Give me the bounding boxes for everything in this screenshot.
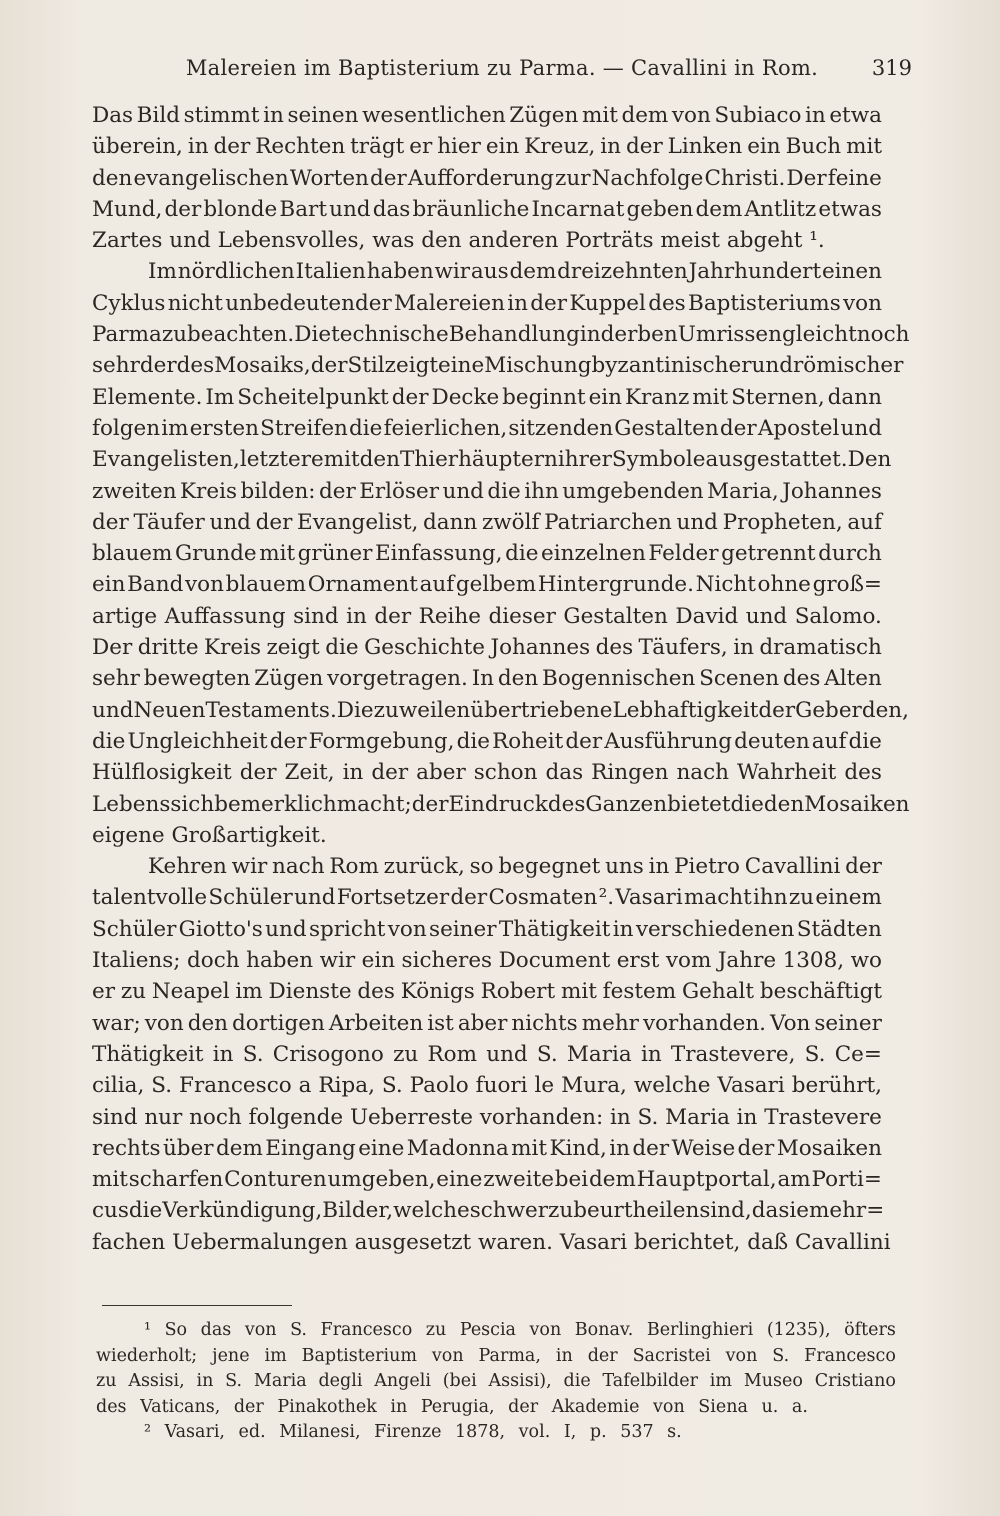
text-line: fachen Uebermalungen ausgesetzt waren. Vasari berichtet, daß Cavallini (92, 1229, 891, 1255)
text-line: Kehren wir nach Rom zurück, so begegnet uns in Pietro Cavallini der (148, 854, 882, 880)
text-line: und Neuen Testaments. Die zuweilen übertriebene Lebhaftigkeit der Geberden, (92, 697, 909, 723)
footnote-line: wiederholt; jene im Baptisterium von Parma, in der Sacristei von S. Francesco (96, 1345, 896, 1366)
text-line: cus die Verkündigung, Bilder, welche schwer zu beurtheilen sind, da sie mehr= (92, 1198, 885, 1224)
text-line: die Ungleichheit der Formgebung, die Roheit der Ausführung deuten auf die (92, 728, 882, 754)
text-line: Elemente. Im Scheitelpunkt der Decke beginnt ein Kranz mit Sternen, dann (92, 384, 882, 410)
text-line: Der dritte Kreis zeigt die Geschichte Johannes des Täufers, in dramatisch (92, 635, 882, 661)
text-line: talentvolle Schüler und Fortsetzer der Cosmaten ². Vasari macht ihn zu einem (92, 885, 882, 911)
text-line: Parma zu beachten. Die technische Behandlung in derben Umrissen gleicht noch (92, 322, 910, 348)
footnote-line: zu Assisi, in S. Maria degli Angeli (bei Assisi), die Tafelbilder im Museo Cristiano (96, 1371, 896, 1391)
text-line: den evangelischen Worten der Aufforderung zur Nachfolge Christi. Der feine (92, 165, 882, 191)
text-line: Zartes und Lebensvolles, was den anderen Porträts meist abgeht ¹. (92, 228, 825, 254)
page-number: 319 (871, 56, 912, 80)
text-line: Hülflosigkeit der Zeit, in der aber schon das Ringen nach Wahrheit des (92, 760, 882, 786)
running-head: Malereien im Baptisterium zu Parma. — Cavallini in Rom. (185, 56, 819, 80)
footnote-line: ¹ So das von S. Francesco zu Pescia von Bonav. Berlinghieri (1235), öfters (144, 1320, 896, 1340)
text-line: Italiens; doch haben wir ein sicheres Document erst vom Jahre 1308, wo (92, 948, 882, 974)
text-line: Mund, der blonde Bart und das bräunliche Incarnat geben dem Antlitz etwas (92, 196, 882, 222)
text-line: blauem Grunde mit grüner Einfassung, die einzelnen Felder getrennt durch (92, 541, 882, 567)
text-line: sehr der des Mosaiks, der Stil zeigt eine Mischung byzantinischer und römischer (92, 353, 904, 379)
text-line: Schüler Giotto's und spricht von seiner Thätigkeit in verschiedenen Städten (92, 916, 882, 942)
page-header (92, 52, 912, 88)
text-line: folgen im ersten Streifen die feierlichen, sitzenden Gestalten der Apostel und (92, 415, 882, 441)
text-line: Das Bild stimmt in seinen wesentlichen Zügen mit dem von Subiaco in etwa (92, 103, 882, 128)
text-line: ein Band von blauem Ornament auf gelbem Hintergrunde. Nicht ohne groß= (92, 572, 882, 598)
text-line: Cyklus nicht unbedeutender Malereien in der Kuppel des Baptisteriums von (92, 290, 882, 316)
text-line: Im nördlichen Italien haben wir aus dem dreizehnten Jahrhundert einen (148, 259, 882, 285)
text-line: Evangelisten, letztere mit den Thierhäuptern ihrer Symbole ausgestattet. Den (92, 447, 892, 473)
text-line: sehr bewegten Zügen vorgetragen. In den Bogennischen Scenen des Alten (92, 666, 882, 692)
text-line: zweiten Kreis bilden: der Erlöser und die ihn umgebenden Maria, Johannes (92, 478, 882, 504)
text-line: cilia, S. Francesco a Ripa, S. Paolo fuori le Mura, welche Vasari berührt, (92, 1073, 882, 1099)
text-line: rechts über dem Eingang eine Madonna mit Kind, in der Weise der Mosaiken (92, 1135, 882, 1161)
footnote-line: ² Vasari, ed. Milanesi, Firenze 1878, vol. I, p. 537 s. (144, 1422, 682, 1442)
footnote-rule (102, 1305, 292, 1306)
text-line: der Täufer und der Evangelist, dann zwölf Patriarchen und Propheten, auf (92, 509, 882, 535)
text-line: er zu Neapel im Dienste des Königs Robert mit festem Gehalt beschäftigt (92, 979, 882, 1005)
text-line: sind nur noch folgende Ueberreste vorhanden: in S. Maria in Trastevere (92, 1104, 882, 1130)
text-line: Lebens sich bemerklich macht; der Eindruck des Ganzen bietet die den Mosaiken (92, 791, 910, 817)
text-line: mit scharfen Conturen umgeben, eine zweite bei dem Hauptportal, am Porti= (92, 1167, 882, 1193)
footnotes (96, 1318, 896, 1446)
footnote-line: des Vaticans, der Pinakothek in Perugia, der Akademie von Siena u. a. (96, 1396, 808, 1417)
text-line: war; von den dortigen Arbeiten ist aber nichts mehr vorhanden. Von seiner (92, 1010, 882, 1036)
body-text (92, 100, 910, 1258)
text-line: überein, in der Rechten trägt er hier ein Kreuz, in der Linken ein Buch mit (92, 134, 882, 160)
text-line: artige Auffassung sind in der Reihe dieser Gestalten David und Salomo. (92, 603, 882, 629)
text-line: eigene Großartigkeit. (92, 822, 327, 848)
text-line: Thätigkeit in S. Crisogono zu Rom und S. Maria in Trastevere, S. Ce= (92, 1041, 882, 1067)
